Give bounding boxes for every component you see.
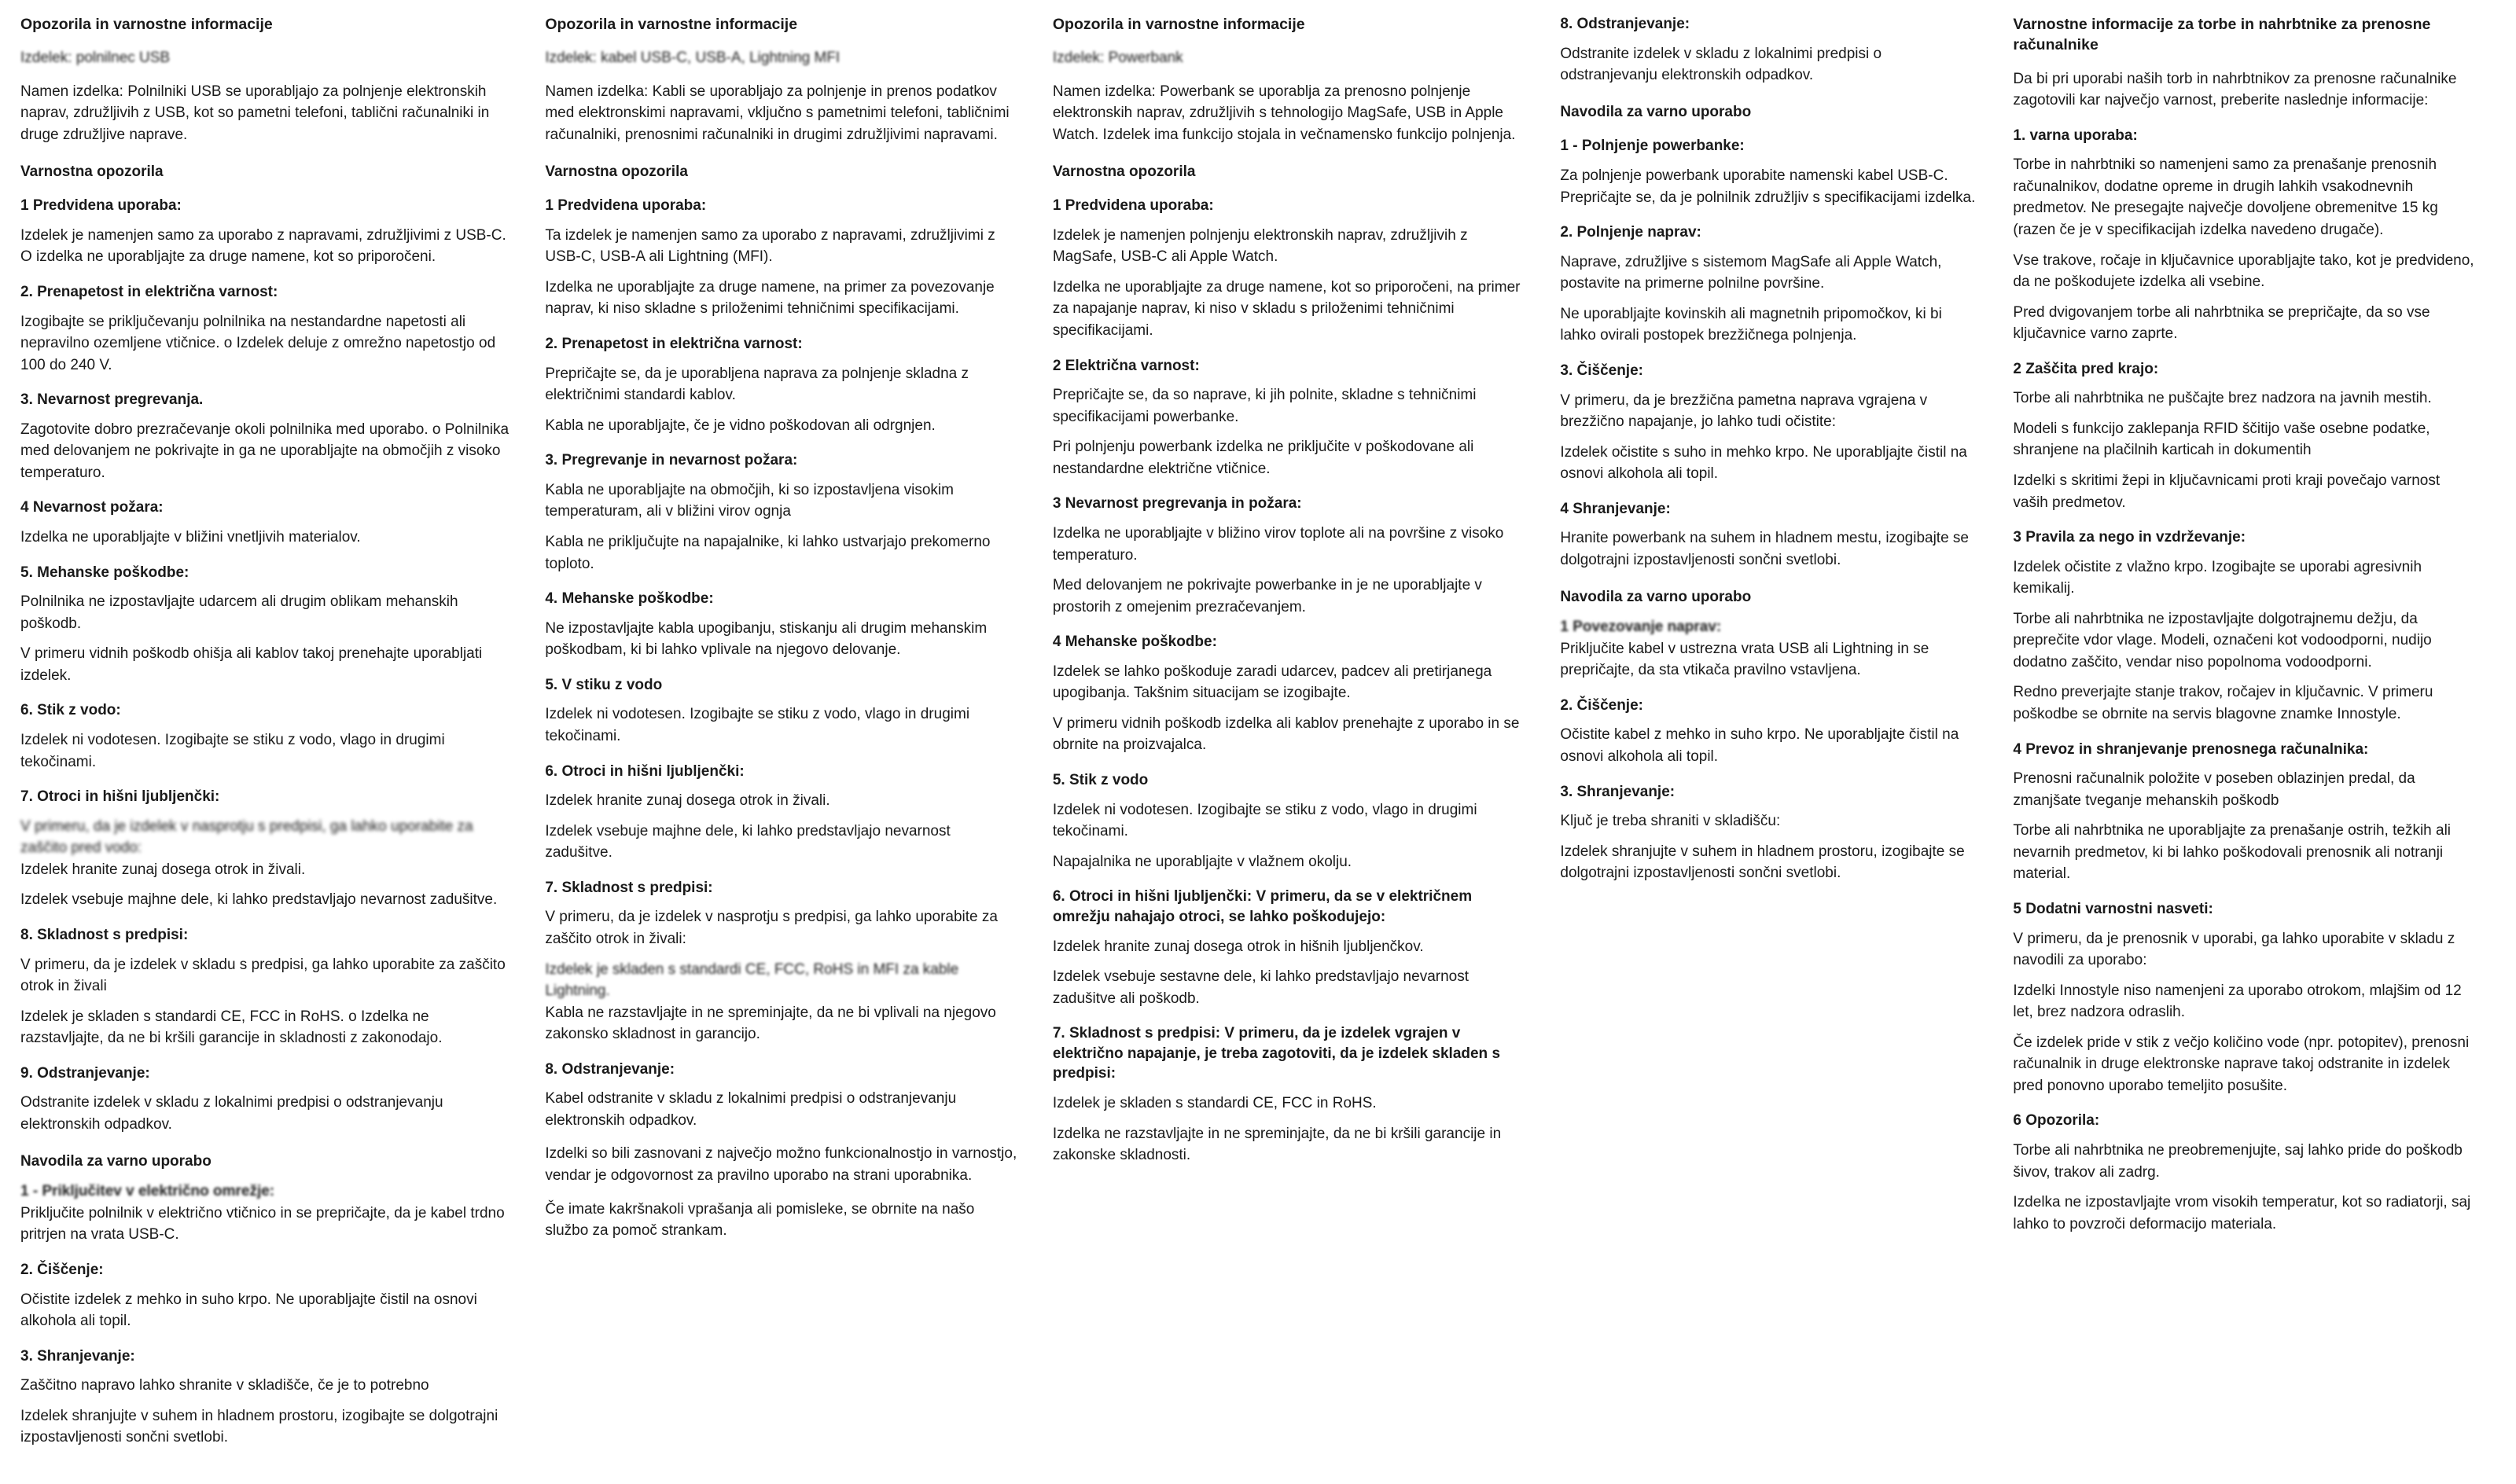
paragraph: Ne izpostavljajte kabla upogibanju, stiskanju ali drugim mehanskim poškodbam, ki bi lahko vplivale na njegovo delovanje.	[545, 619, 988, 659]
paragraph: Izdelek vsebuje sestavne dele, ki lahko predstavljajo nevarnost zadušitve ali poškodb.	[1052, 968, 1470, 1007]
sub-heading: 3. Čiščenje:	[1560, 362, 1643, 379]
product-purpose: Namen izdelka: Kabli se uporabljajo za polnjenje in prenos podatkov med elektronskimi napravami, vključno s pametnimi telefoni, tabličnimi računalniki, prenosnimi računalniki in drugimi združljivimi napravami.	[545, 83, 1010, 143]
paragraph: Redno preverjajte stanje trakov, ročajev in ključavnic. V primeru poškodbe se obrnite na servis blagovne znamke Innostyle.	[2013, 684, 2433, 723]
sub-heading: 3. Pregrevanje in nevarnost požara:	[545, 452, 798, 469]
paragraph: V primeru vidnih poškodb izdelka ali kablov prenehajte z uporabo in se obrnite na proizvajalca.	[1052, 714, 1520, 754]
sub-heading: 2. Polnjenje naprav:	[1560, 224, 1701, 241]
paragraph: Polnilnika ne izpostavljajte udarcem ali drugim oblikam mehanskih poškodb.	[20, 593, 458, 632]
paragraph: Izdelki s skritimi žepi in ključavnicami proti kraji povečajo varnost vaših predmetov.	[2013, 472, 2441, 511]
section-heading: Varnostna opozorila	[1052, 163, 1196, 180]
product-purpose: Namen izdelka: Polnilniki USB se uporabljajo za polnjenje elektronskih naprav, združljivih z USB, kot so pametni telefoni, tablični računalniki in druge združljive naprave.	[20, 83, 490, 143]
sub-heading: 3. Shranjevanje:	[1560, 783, 1675, 800]
product-label-text: Izdelek: polnilnec USB	[20, 50, 171, 67]
paragraph: Očistite izdelek z mehko in suho krpo. Ne uporabljajte čistil na osnovi alkohola ali topil.	[20, 1291, 477, 1330]
sub-heading: 5 Dodatni varnostni nasveti:	[2013, 900, 2213, 917]
section-heading: Varnostna opozorila	[20, 163, 164, 180]
sub-heading: 2. Prenapetost in električna varnost:	[545, 335, 803, 352]
paragraph: Izdelek hranite zunaj dosega otrok in hišnih ljubljenčkov.	[1052, 938, 1424, 955]
sub-heading: 2 Električna varnost:	[1052, 357, 1200, 374]
paragraph: Ne uporabljajte kovinskih ali magnetnih pripomočkov, ki bi lahko ovirali postopek brezžičnega polnjenja.	[1560, 305, 1942, 344]
paragraph: Torbe in nahrbtniki so namenjeni samo za prenašanje prenosnih računalnikov, dodatne opreme in drugih lahkih vsakodnevnih predmetov. Ne presegajte največje dovoljene obremenitve 15 kg (razen če je v specifikacijah izdelka navedeno drugače).	[2013, 156, 2438, 238]
sub-heading-blurred: 1 Povezovanje naprav:	[1560, 619, 1722, 636]
paragraph: Izdelka ne uporabljajte v bližini vnetljivih materialov.	[20, 529, 361, 546]
paragraph: V primeru, da je izdelek v nasprotju s predpisi, ga lahko uporabite za zaščito otrok in živali:	[545, 909, 998, 948]
paragraph: Izdelka ne izpostavljajte vrom visokih temperatur, kot so radiatorji, saj lahko to povzroči deformacijo materiala.	[2013, 1194, 2471, 1232]
section-heading: Navodila za varno uporabo	[20, 1152, 212, 1170]
column-lightning-mfi-cable	[528, 14, 1035, 1254]
sub-heading-blurred: 1 - Priključitev v električno omrežje:	[20, 1183, 275, 1200]
sub-heading: 4 Nevarnost požara:	[20, 499, 164, 516]
product-label	[545, 47, 1018, 69]
column-laptop-bags	[1996, 14, 2496, 1247]
paragraph: Modeli s funkcijo zaklepanja RFID ščitijo vaše osebne podatke, shranjene na plačilnih karticah in dokumentih	[2013, 420, 2430, 459]
sub-heading: 6 Opozorila:	[2013, 1112, 2100, 1130]
sub-heading: 4 Mehanske poškodbe:	[1052, 634, 1217, 651]
sub-heading: 1 Predvidena uporaba:	[20, 197, 182, 215]
sub-heading: 3 Pravila za nego in vzdrževanje:	[2013, 529, 2246, 546]
paragraph: Izdelka ne uporabljajte v bližino virov toplote ali na površine z visoko temperaturo.	[1052, 524, 1504, 564]
paragraph: Torbe ali nahrbtnika ne uporabljajte za prenašanje ostrih, težkih ali nevarnih predmetov, ki bi lahko poškodovali prenosnik ali notranji material.	[2013, 822, 2452, 883]
paragraph-blurred: V primeru, da je izdelek v nasprotju s predpisi, ga lahko uporabite za zaščito pred vodo:	[20, 817, 473, 857]
paragraph: Odstranite izdelek v skladu z lokalnimi predpisi o odstranjevanju elektronskih odpadkov.	[20, 1094, 443, 1133]
sub-heading: 8. Odstranjevanje:	[545, 1060, 675, 1078]
doc-title: Opozorila in varnostne informacije	[20, 16, 273, 33]
paragraph: Izdelek je skladen s standardi CE, FCC in RoHS. o Izdelka ne razstavljajte, da ne bi kršili garancije in skladnosti z zakonodajo.	[20, 1008, 443, 1047]
paragraph: Torbe ali nahrbtnika ne puščajte brez nadzora na javnih mestih.	[2013, 390, 2432, 407]
sub-heading: 8. Odstranjevanje:	[1560, 16, 1690, 32]
column-powerbank	[1035, 14, 1543, 1181]
section-heading: Navodila za varno uporabo	[1560, 103, 1752, 120]
sub-heading: 2. Prenapetost in električna varnost:	[20, 283, 278, 300]
paragraph: Očistite kabel z mehko in suho krpo. Ne uporabljajte čistil na osnovi alkohola ali topil.	[1560, 726, 1959, 765]
paragraph: Izdelka ne uporabljajte za druge namene, kot so priporočeni, na primer za napajanje naprav, ki niso v skladu s priloženimi tehničnimi specifikacijami.	[1052, 278, 1521, 339]
paragraph: Izdelek je namenjen polnjenju elektronskih naprav, združljivih z MagSafe, USB-C ali Apple Watch.	[1052, 226, 1468, 266]
sub-heading: 6. Otroci in hišni ljubljenčki:	[545, 762, 745, 780]
paragraph: Za polnjenje powerbank uporabite namenski kabel USB-C. Prepričajte se, da je polnilnik združljiv s specifikacijami izdelka.	[1560, 167, 1976, 206]
paragraph: Napajalnika ne uporabljajte v vlažnem okolju.	[1052, 853, 1352, 870]
paragraph: Izdelek je namenjen samo za uporabo z napravami, združljivimi z USB-C. O izdelka ne uporabljajte za druge namene, kot so priporočeni.	[20, 226, 506, 266]
paragraph: Prenosni računalnik položite v poseben oblazinjen predal, da zmanjšate tveganje mehanskih poškodb	[2013, 770, 2415, 809]
paragraph: Kabla ne razstavljajte in ne spreminjajte, da ne bi vplivali na njegovo zakonsko skladnost in garancijo.	[545, 1004, 996, 1043]
paragraph: Priključite polnilnik v električno vtičnico in se prepričajte, da je kabel trdno pritrjen na vrata USB-C.	[20, 1204, 505, 1243]
paragraph: Prepričajte se, da je uporabljena naprava za polnjenje skladna z električnimi standardi kablov.	[545, 365, 969, 404]
product-label	[20, 47, 510, 69]
paragraph: Kabla ne uporabljajte na območjih, ki so izpostavljena visokim temperaturam, ali v bližini virov ognja	[545, 481, 954, 520]
paragraph: Izdelek očistite s suho in mehko krpo. Ne uporabljajte čistil na osnovi alkohola ali topil.	[1560, 443, 1967, 483]
paragraph: Prepričajte se, da so naprave, ki jih polnite, skladne s tehničnimi specifikacijami powerbanke.	[1052, 387, 1477, 425]
doc-title: Varnostne informacije za torbe in nahrbtnike za prenosne računalnike	[2013, 16, 2431, 54]
paragraph: Izdelek hranite zunaj dosega otrok in živali.	[20, 861, 306, 878]
paragraph: Izdelka ne razstavljajte in ne spreminjajte, da ne bi kršili garancije in zakonske skladnosti.	[1052, 1125, 1502, 1164]
paragraph: Če imate kakršnakoli vprašanja ali pomisleke, se obrnite na našo službo za pomoč strankam.	[545, 1200, 975, 1240]
paragraph: Izdelek shranjujte v suhem in hladnem prostoru, izogibajte se dolgotrajni izpostavljenosti sončni svetlobi.	[1560, 843, 1965, 882]
product-label-text: Izdelek: Powerbank	[1052, 50, 1183, 67]
paragraph: Izdelek ni vodotesen. Izogibajte se stiku z vodo, vlago in drugimi tekočinami.	[545, 706, 970, 744]
paragraph: Izdelek shranjujte v suhem in hladnem prostoru, izogibajte se dolgotrajni izpostavljenosti sončni svetlobi.	[20, 1407, 498, 1446]
paragraph: V primeru, da je brezžična pametna naprava vgrajena v brezžično napajanje, jo lahko tudi očistite:	[1560, 391, 1928, 431]
paragraph: Ključ je treba shraniti v skladišču:	[1560, 813, 1781, 830]
section-heading: Varnostna opozorila	[545, 163, 688, 180]
column-usb-c-cable	[20, 14, 528, 1460]
sub-heading: 5. Mehanske poškodbe:	[20, 564, 189, 581]
paragraph: V primeru vidnih poškodb ohišja ali kablov takoj prenehajte uporabljati izdelek.	[20, 645, 483, 684]
sub-heading: 7. Skladnost s predpisi:	[545, 879, 713, 896]
paragraph: Torbe ali nahrbtnika ne preobremenjujte, saj lahko pride do poškodb šivov, trakov ali zadrg.	[2013, 1142, 2463, 1181]
section-heading: Navodila za varno uporabo	[1560, 588, 1752, 605]
paragraph: Med delovanjem ne pokrivajte powerbanke in je ne uporabljajte v prostorih z omejenim prezračevanjem.	[1052, 577, 1482, 615]
paragraph: Naprave, združljive s sistemom MagSafe ali Apple Watch, postavite na primerne polnilne površine.	[1560, 253, 1942, 292]
paragraph: Izdelek je skladen s standardi CE, FCC in RoHS.	[1052, 1095, 1377, 1112]
sub-heading: 1 Predvidena uporaba:	[1052, 197, 1214, 215]
paragraph: Izdelek hranite zunaj dosega otrok in živali.	[545, 792, 830, 810]
sub-heading: 7. Skladnost s predpisi: V primeru, da je izdelek vgrajen v električno napajanje, je treba zagotoviti, da je izdelek skladen s predpisi:	[1052, 1025, 1501, 1082]
paragraph: Zaščitno napravo lahko shranite v skladišče, če je to potrebno	[20, 1377, 429, 1394]
paragraph: Izdelek ni vodotesen. Izogibajte se stiku z vodo, vlago in drugimi tekočinami.	[1052, 801, 1477, 840]
paragraph: Izdelki so bili zasnovani z največjo možno funkcionalnostjo in varnostjo, vendar je odgovornost za pravilno uporabo na strani uporabnika.	[545, 1145, 1017, 1185]
paragraph: Odstranite izdelek v skladu z lokalnimi predpisi o odstranjevanju elektronskih odpadkov.	[1560, 45, 1882, 84]
paragraph: Vse trakove, ročaje in ključavnice uporabljajte tako, kot je predvideno, da ne poškodujete izdelka ali vsebine.	[2013, 252, 2474, 291]
paragraph: Kabla ne priključujte na napajalnike, ki lahko ustvarjajo prekomerno toploto.	[545, 533, 991, 572]
sub-heading: 9. Odstranjevanje:	[20, 1064, 150, 1082]
product-label	[1053, 47, 1526, 69]
paragraph: Hranite powerbank na suhem in hladnem mestu, izogibajte se dolgotrajni izpostavljenosti sončni svetlobi.	[1560, 530, 1969, 568]
paragraph: Torbe ali nahrbtnika ne izpostavljajte dolgotrajnemu dežju, da preprečite vdor vlage. Modeli, označeni kot vodoodporni, nudijo dodatno zaščito, vendar niso popolnoma vodoodporni.	[2013, 610, 2432, 670]
sub-heading: 8. Skladnost s predpisi:	[20, 927, 189, 944]
paragraph: Kabla ne uporabljajte, če je vidno poškodovan ali odrgnjen.	[545, 417, 936, 434]
sub-heading: 2. Čiščenje:	[1560, 696, 1643, 714]
sub-heading: 4 Shranjevanje:	[1560, 500, 1671, 517]
paragraph: Zagotovite dobro prezračevanje okoli polnilnika med uporabo. o Polnilnika med delovanjem ne pokrivajte in ga ne uporabljajte na območjih z visoko temperaturo.	[20, 421, 509, 481]
intro-text: Da bi pri uporabi naših torb in nahrbtnikov za prenosne računalnike zagotovili kar največjo varnost, preberite naslednje informacije:	[2013, 70, 2457, 109]
paragraph: Priključite kabel v ustrezna vrata USB ali Lightning in se prepričajte, da sta vtikača pravilno vstavljena.	[1560, 640, 1929, 679]
sub-heading: 1. varna uporaba:	[2013, 127, 2138, 144]
sub-heading: 3. Nevarnost pregrevanja.	[20, 391, 204, 409]
paragraph: V primeru, da je prenosnik v uporabi, ga lahko uporabite v skladu z navodili za uporabo:	[2013, 930, 2455, 969]
sub-heading: 3 Nevarnost pregrevanja in požara:	[1052, 495, 1302, 512]
sub-heading: 5. Stik z vodo	[1052, 772, 1149, 788]
sub-heading: 5. V stiku z vodo	[545, 676, 663, 693]
paragraph: Izdelek očistite z vlažno krpo. Izogibajte se uporabi agresivnih kemikalij.	[2013, 558, 2422, 597]
paragraph: Izogibajte se priključevanju polnilnika na nestandardne napetosti ali nepravilno ozemljene vtičnice. o Izdelek deluje z omrežno napetostjo od 100 do 240 V.	[20, 313, 496, 373]
sub-heading: 3. Shranjevanje:	[20, 1347, 135, 1365]
paragraph: V primeru, da je izdelek v skladu s predpisi, ga lahko uporabite za zaščito otrok in živali	[20, 956, 506, 995]
sub-heading: 2 Zaščita pred krajo:	[2013, 360, 2159, 377]
paragraph: Če izdelek pride v stik z večjo količino vode (npr. potopitev), prenosni računalnik in druge elektronske naprave takoj odstranite in izdelek pred ponovno uporabo temeljito posušite.	[2013, 1034, 2470, 1094]
paragraph: Pred dvigovanjem torbe ali nahrbtnika se prepričajte, da so vse ključavnice varno zaprte.	[2013, 303, 2430, 343]
paragraph: Izdelek se lahko poškoduje zaradi udarcev, padcev ali pretirjanega upogibanja. Takšnim situacijam se izogibajte.	[1052, 663, 1492, 702]
paragraph-blurred: Izdelek je skladen s standardi CE, FCC, RoHS in MFI za kable Lightning.	[545, 961, 959, 1000]
paragraph: Izdelek ni vodotesen. Izogibajte se stiku z vodo, vlago in drugimi tekočinami.	[20, 732, 445, 770]
paragraph: Ta izdelek je namenjen samo za uporabo z napravami, združljivimi z USB-C, USB-A ali Lightning (MFI).	[545, 226, 995, 266]
sub-heading: 4. Mehanske poškodbe:	[545, 590, 714, 608]
sub-heading: 4 Prevoz in shranjevanje prenosnega računalnika:	[2013, 740, 2369, 758]
product-purpose: Namen izdelka: Powerbank se uporablja za prenosno polnjenje elektronskih naprav, združljivih s tehnologijo MagSafe, USB in Apple Watch. Izdelek ima funkcijo stojala in večnamensko funkcijo polnjenja.	[1052, 83, 1516, 143]
sub-heading: 6. Stik z vodo:	[20, 702, 121, 719]
paragraph: Izdelek vsebuje majhne dele, ki lahko predstavljajo nevarnost zadušitve.	[20, 891, 498, 909]
paragraph: Izdelki Innostyle niso namenjeni za uporabo otrokom, mlajšim od 12 let, brez nadzora odraslih.	[2013, 982, 2462, 1021]
paragraph: Kabel odstranite v skladu z lokalnimi predpisi o odstranjevanju elektronskih odpadkov.	[545, 1090, 957, 1129]
doc-title: Opozorila in varnostne informacije	[545, 16, 798, 33]
sub-heading: 1 Predvidena uporaba:	[545, 197, 707, 215]
sub-heading: 2. Čiščenje:	[20, 1261, 104, 1278]
doc-title: Opozorila in varnostne informacije	[1052, 16, 1305, 33]
column-powerbank-continued	[1543, 14, 1996, 896]
sub-heading: 6. Otroci in hišni ljubljenčki: V primeru, da se v električnem omrežju nahajajo otroci, se lahko poškodujejo:	[1052, 888, 1473, 925]
sub-heading: 7. Otroci in hišni ljubljenčki:	[20, 788, 220, 806]
paragraph: Izdelek vsebuje majhne dele, ki lahko predstavljajo nevarnost zadušitve.	[545, 822, 951, 861]
sub-heading: 1 - Polnjenje powerbanke:	[1560, 138, 1745, 155]
product-label-text: Izdelek: kabel USB-C, USB-A, Lightning MFI	[545, 50, 841, 67]
paragraph: Izdelka ne uporabljajte za druge namene, na primer za povezovanje naprav, ki niso skladne s priloženimi tehničnimi specifikacijami.	[545, 278, 995, 318]
paragraph: Pri polnjenju powerbank izdelka ne priključite v poškodovane ali nestandardne električne vtičnice.	[1052, 439, 1474, 477]
